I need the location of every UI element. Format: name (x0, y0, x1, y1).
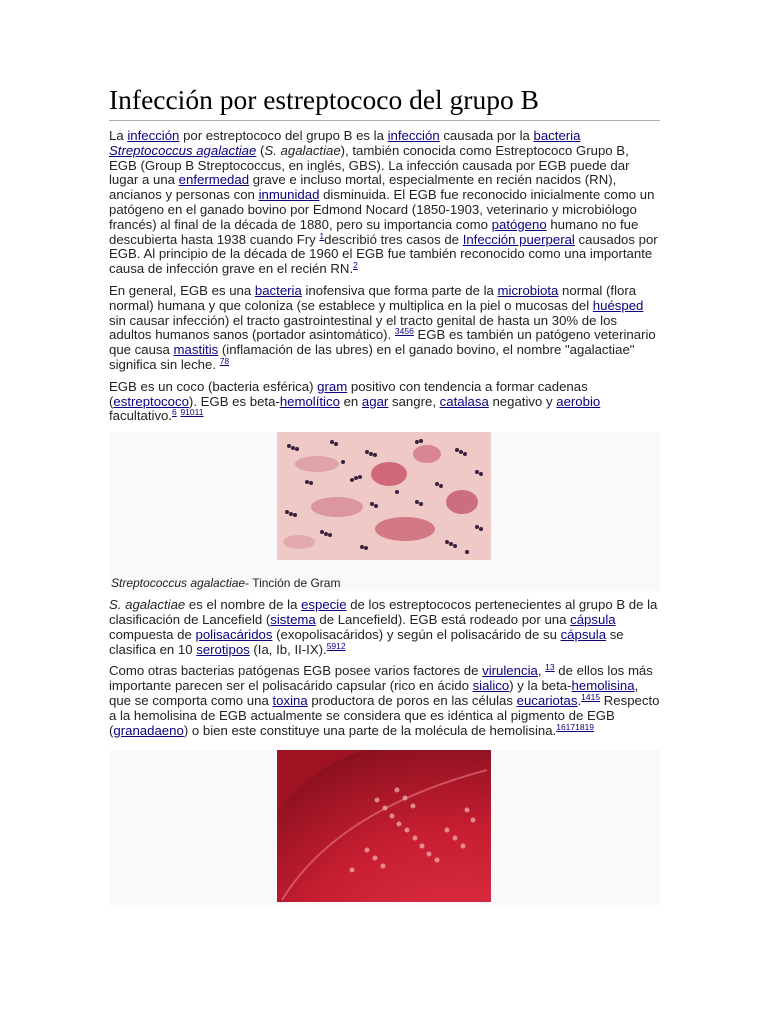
gram-stain-micrograph (277, 432, 491, 560)
text: de Lancefield). EGB está rodeado por una (315, 611, 571, 627)
text: describió tres casos de (324, 231, 463, 247)
link-infeccion-2[interactable]: infección (387, 128, 440, 143)
text: se clasifica en 10 (109, 626, 624, 657)
text: . (577, 692, 582, 708)
link-huesped[interactable]: huésped (592, 297, 644, 313)
link-toxina[interactable]: toxina (272, 692, 308, 708)
text: negativo y (488, 393, 557, 409)
paragraph-coco (109, 380, 660, 424)
link-aerobio[interactable]: aerobio (556, 393, 601, 409)
ref-link[interactable]: 1 (319, 230, 325, 241)
link-hemolisina[interactable]: hemolisina (571, 678, 635, 694)
text: humano no fue descubierta hasta 1938 cuando Fry (109, 216, 639, 247)
ref-link[interactable]: 6 (172, 407, 177, 418)
link-sistema[interactable]: sistema (270, 611, 316, 627)
text: causada por la (439, 128, 534, 143)
text: de ellos los más importante parecen ser el polisacárido capsular (rico en ácido (109, 663, 653, 694)
text: por estreptococo del grupo B es la (179, 128, 388, 143)
link-mastitis[interactable]: mastitis (173, 342, 219, 358)
ref-link[interactable]: 5912 (326, 640, 346, 651)
text: de los estreptococos pertenecientes al grupo B de la clasificación de Lancefield ( (109, 597, 658, 627)
link-granadaeno[interactable]: granadaeno (113, 722, 184, 738)
link-hemolitico[interactable]: hemolítico (279, 393, 340, 409)
text: , (537, 663, 546, 679)
text: , que se comporta como una (109, 678, 639, 708)
link-polisacaridos[interactable]: polisacáridos (195, 626, 273, 642)
ref-link[interactable]: 16171819 (556, 721, 595, 732)
link-inmunidad[interactable]: inmunidad (258, 187, 320, 203)
text: productora de poros en las células (307, 692, 517, 708)
text: normal (flora normal) humana y que coloniza (se establece y multiplica en la piel o mucosas del (109, 282, 637, 313)
text: sin causar infección) el tracto gastrointestinal y el tracto genital de hasta un 30% de los adultos humanos sanos (portador asintomático). (109, 312, 618, 343)
link-infeccion-puerperal[interactable]: Infección puerperal (462, 231, 575, 247)
link-infeccion[interactable]: infección (127, 128, 180, 143)
link-agar[interactable]: agar (361, 393, 389, 409)
paragraph-virulencia (109, 664, 660, 738)
link-patogeno[interactable]: patógeno (491, 216, 547, 232)
link-gram[interactable]: gram (317, 378, 348, 394)
link-serotipos[interactable]: serotipos (196, 641, 250, 657)
text: EGB es también un patógeno veterinario que causa (109, 327, 656, 358)
text: ) y la beta- (509, 678, 572, 694)
link-catalasa[interactable]: catalasa (439, 393, 489, 409)
text: disminuida. El EGB fue reconocido inicialmente como un patógeno en el ganado bovino por Edmond Nocard (1850-1903, veterinario y microbiólogo francés) al final de la década de 1880, pero su importancia como (109, 187, 655, 232)
text: ( (256, 142, 265, 158)
link-estreptococo[interactable]: estreptococo (113, 393, 189, 409)
text: (Ia, Ib, II-IX). (249, 641, 327, 657)
text: La (109, 128, 128, 143)
text: en (339, 393, 362, 409)
text: ), también conocida como Estreptococo Grupo B, EGB (Group B Streptococcus, en inglés, GBS). La infección causada por EGB puede dar lugar a una (109, 142, 630, 188)
species-italic: S. agalactiae (264, 142, 341, 158)
link-enfermedad[interactable]: enfermedad (178, 172, 250, 188)
text: ) o bien este constituye una parte de la molécula de hemolisina. (183, 722, 557, 738)
text: Respecto a la hemolisina de EGB actualmente se considera que es idéntica al pigmento de EGB ( (109, 692, 660, 738)
caption-text: - Tinción de Gram (245, 576, 341, 591)
link-microbiota[interactable]: microbiota (497, 282, 559, 298)
text: facultativo. (109, 408, 173, 424)
page-title: Infección por estreptococo del grupo B (109, 82, 660, 121)
link-sialico[interactable]: sialico (472, 678, 510, 694)
text: grave e incluso mortal, especialmente en recién nacidos (RN), ancianos y personas con (109, 172, 617, 203)
text: sangre, (388, 393, 440, 409)
link-virulencia[interactable]: virulencia (482, 663, 538, 679)
link-capsula-2[interactable]: cápsula (560, 626, 607, 642)
text: es el nombre de la (185, 597, 302, 613)
ref-link[interactable]: 13 (545, 662, 555, 673)
link-especie[interactable]: especie (301, 597, 347, 613)
ref-link[interactable]: 2 (353, 260, 358, 271)
ref-link[interactable]: 1415 (581, 691, 601, 702)
article (109, 82, 660, 905)
text: (inflamación de las ubres) en el ganado bovino, el nombre "agalactiae" significa sin leche. (109, 342, 635, 372)
figure-blood-agar (109, 750, 660, 905)
species-italic: S. agalactiae (109, 597, 186, 613)
link-streptococcus-agalactiae[interactable]: Streptococcus agalactiae (109, 142, 257, 158)
text: Como otras bacterias patógenas EGB posee varios factores de (109, 663, 483, 679)
paragraph-intro (109, 129, 660, 277)
ref-link[interactable]: 91011 (180, 407, 204, 418)
text: (exopolisacáridos) y según el polisacárido de su (272, 626, 561, 642)
text: EGB es un coco (bacteria esférica) (109, 378, 318, 394)
text: positivo con tendencia a formar cadenas ( (109, 378, 588, 409)
figure-gram-stain (109, 432, 660, 591)
blood-agar-plate-photo (277, 750, 491, 902)
text: compuesta de (109, 626, 196, 642)
ref-link[interactable]: 78 (219, 355, 230, 366)
paragraph-lancefield (109, 598, 660, 657)
text: En general, EGB es una (109, 282, 255, 298)
caption-species: Streptococcus agalactiae (111, 576, 246, 591)
text: causados por EGB. Al principio de la década de 1960 el EGB fue también reconocido como una importante causa de infección grave en el recién RN. (109, 231, 658, 277)
text: ). EGB es beta- (188, 393, 280, 409)
figure-caption (111, 577, 340, 590)
link-capsula[interactable]: cápsula (570, 611, 616, 627)
ref-link[interactable]: 3456 (394, 326, 414, 337)
link-bacteria[interactable]: bacteria (533, 128, 581, 143)
paragraph-microbiota (109, 284, 660, 373)
text: inofensiva que forma parte de la (301, 282, 498, 298)
link-bacteria-2[interactable]: bacteria (254, 282, 302, 298)
link-eucariotas[interactable]: eucariotas (516, 692, 578, 708)
